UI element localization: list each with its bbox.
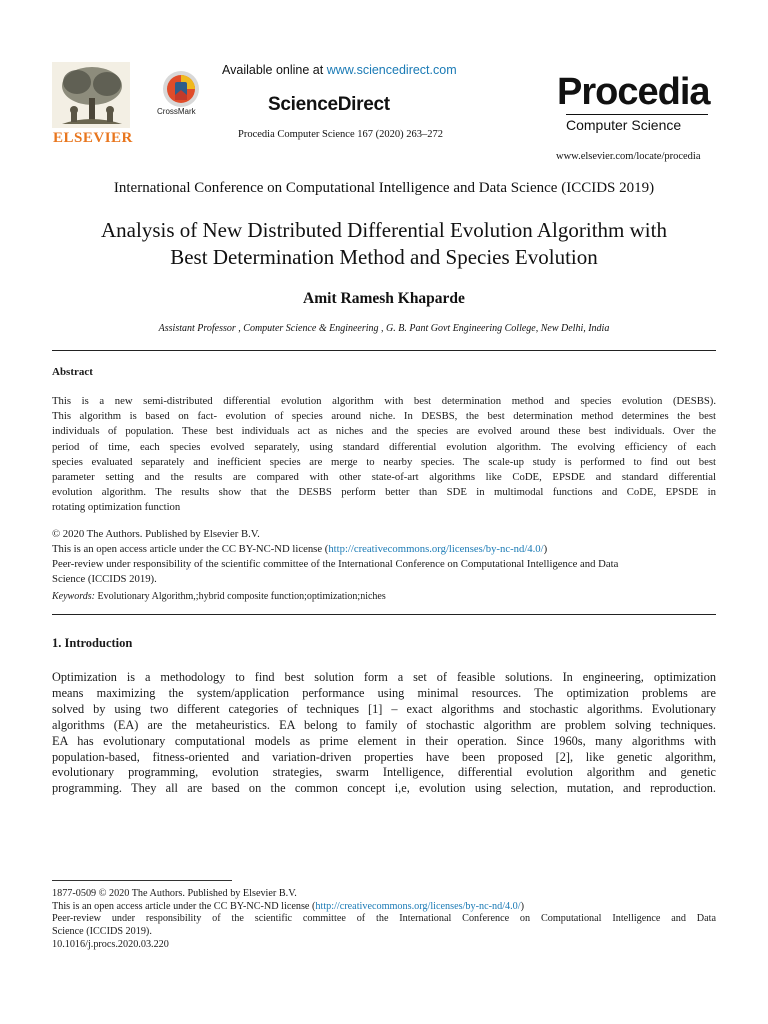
abstract-line: parameter setting and the results are compared with other state-of-art algorithms like CoDE, EPSDE and standard differential [52,471,716,484]
footer-license-prefix: This is an open access article under the CC BY-NC-ND license ( [52,900,316,912]
footer-license-link[interactable]: http://creativecommons.org/licenses/by-nc-nd/4.0/ [315,900,521,912]
footer-block [52,888,716,952]
keywords [52,591,716,602]
paper-title [40,217,728,271]
crossmark-label: CrossMark [157,107,196,116]
footer-peer-review-line-1: Peer-review under responsibility of the scientific committee of the International Conference on Computational Intelligence and Data [52,913,716,925]
title-line-1: Analysis of New Distributed Differential Evolution Algorithm with [101,218,667,242]
abstract-top-rule [52,350,716,351]
keywords-label: Keywords: [52,591,95,602]
abstract-line: species evaluated separately and inefficient species are merge to nearby species. The scale-up study is performed to find out best [52,455,716,468]
abstract-line: evolution algorithm. The results show that the DESBS perform better than SDE in multimodal functions and CoDE, EPSDE in [52,486,716,499]
procedia-subtitle: Computer Science [566,117,682,133]
abstract-body [52,394,716,516]
elsevier-wordmark: ELSEVIER [53,130,133,146]
abstract-line: This is a new semi-distributed differential evolution algorithm with best determination method and species evolution (DESBS). [52,395,716,407]
abstract-line: rotating optimization function [52,501,181,514]
copyright-block [52,527,716,587]
abstract-bottom-rule [52,614,716,615]
license-prefix: This is an open access article under the CC BY-NC-ND license ( [52,543,329,555]
available-prefix: Available online at [222,63,327,77]
intro-line: algorithms (EA) are the metaheuristics. EA belong to family of stochastic algorithm are problem solving techniques. [52,717,716,732]
peer-review-line-1: Peer-review under responsibility of the scientific committee of the International Conference on Computational Intelligence and Data [52,558,619,570]
peer-review-line-2: Science (ICCIDS 2019). [52,573,157,585]
procedia-divider [566,114,708,115]
footer-license-line [52,901,716,914]
intro-line: EA has evolutionary computational models as prime element in their operation. Since 1960s, many algorithms with [52,733,716,748]
doi[interactable]: 10.1016/j.procs.2020.03.220 [52,938,169,950]
issn-line: 1877-0509 © 2020 The Authors. Published by Elsevier B.V. [52,888,297,899]
title-line-2: Best Determination Method and Species Evolution [170,245,598,269]
intro-line: programming. They all are based on the common concept i,e, evolution using selection, mutation, and reproduction. [52,781,716,796]
introduction-heading: 1. Introduction [52,636,133,650]
copyright-line: © 2020 The Authors. Published by Elsevier B.V. [52,528,260,540]
intro-line: means maximizing the system/application performance using minimal resources. The optimization problems are [52,685,716,700]
abstract-line: individuals of population. These best individuals act as niches and the species are evolved around these best individuals. Over the [52,425,716,438]
license-suffix: ) [543,543,548,555]
abstract-heading: Abstract [52,366,93,378]
author-affiliation: Assistant Professor , Computer Science & Engineering , G. B. Pant Govt Engineering College, New Delhi, India [158,323,610,334]
intro-line: solved by using two different categories of techniques [1] – exact algorithms and stochastic algorithms. Evolutionary [52,701,716,716]
intro-line: evolutionary programming, evolution strategies, swarm Intelligence, differential evolution algorithm and genetic [52,765,716,780]
abstract-line: This algorithm is based on fact- evolution of species around niche. In DESBS, the best determination method determines the best [52,410,716,423]
footer-license-suffix: ) [520,900,525,912]
keywords-list: Evolutionary Algorithm,;hybrid composite function;optimization;niches [97,591,386,602]
license-line [52,542,716,557]
conference-name: International Conference on Computational Intelligence and Data Science (ICCIDS 2019) [113,180,655,196]
introduction-body [52,670,716,797]
journal-citation: Procedia Computer Science 167 (2020) 263–272 [238,129,443,140]
available-online [222,63,457,77]
author-name: Amit Ramesh Khaparde [303,290,465,307]
sciencedirect-logo: ScienceDirect [268,94,390,115]
procedia-logo: Procedia [557,71,710,113]
elsevier-tree-logo [52,62,130,128]
sciencedirect-link[interactable]: www.sciencedirect.com [326,63,457,77]
license-link[interactable]: http://creativecommons.org/licenses/by-nc-nd/4.0/ [328,543,544,555]
intro-line: population-based, fitness-oriented and variation-driven properties have been proposed [2], like genetic algorithm, [52,749,716,764]
journal-url[interactable]: www.elsevier.com/locate/procedia [556,151,701,162]
footnote-rule [52,880,232,881]
footer-peer-review-line-2: Science (ICCIDS 2019). [52,926,152,938]
crossmark-icon[interactable] [162,70,200,108]
abstract-line: period of time, each species evolved separately, using standard differential evolution algorithm. The evolving efficiency of each [52,440,716,453]
intro-line: Optimization is a methodology to find best solution form a set of feasible solutions. In engineering, optimization [52,670,716,684]
